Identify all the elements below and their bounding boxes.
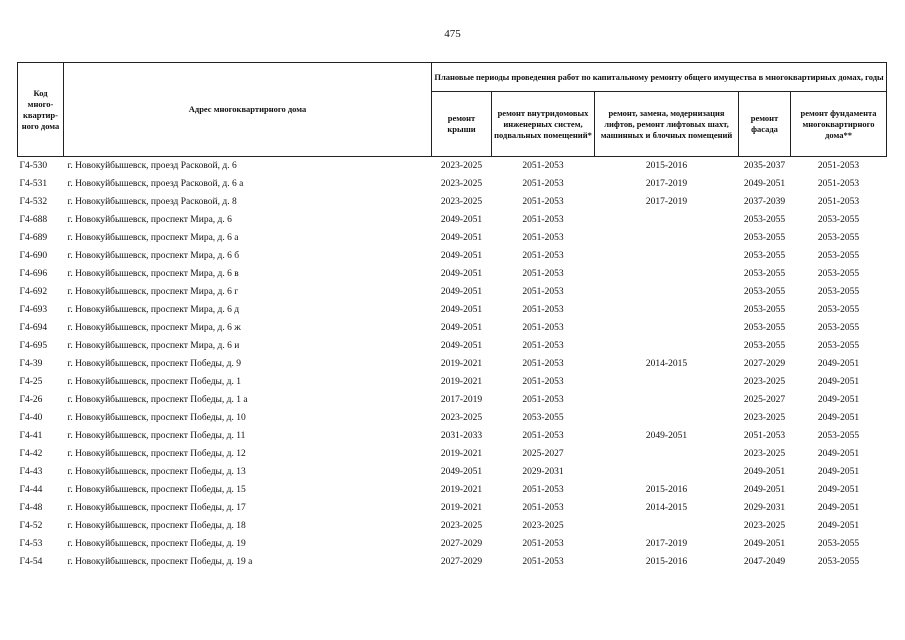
lifts-period: 2017-2019 (645, 179, 688, 189)
roof-period: 2023-2025 (440, 179, 483, 189)
header-lifts: ремонт, замена, модернизация лифтов, ремонт лифтовых шахт, машинных и блочных помещений (595, 92, 739, 157)
foundation-period: 2049-2051 (817, 467, 860, 477)
facade-period: 2027-2029 (743, 359, 786, 369)
house-code: Г4-695 (19, 341, 48, 351)
lifts-period: 2049-2051 (645, 431, 688, 441)
lifts-period (595, 445, 739, 463)
house-address: г. Новокуйбышевск, проспект Победы, д. 11 (67, 431, 246, 441)
table-row (18, 355, 887, 373)
house-address: г. Новокуйбышевск, проезд Расковой, д. 6 а (67, 179, 244, 189)
lifts-period (595, 517, 739, 535)
foundation-period: 2053-2055 (817, 269, 860, 279)
house-code: Г4-690 (19, 251, 48, 261)
roof-period: 2023-2025 (440, 197, 483, 207)
table-row (18, 481, 887, 499)
table-row (18, 391, 887, 409)
house-code: Г4-41 (19, 431, 43, 441)
lifts-period (595, 319, 739, 337)
systems-period: 2051-2053 (522, 485, 564, 495)
lifts-period (595, 247, 739, 265)
table-row (18, 283, 887, 301)
lifts-period: 2015-2016 (645, 557, 688, 567)
facade-period: 2047-2049 (743, 557, 786, 567)
lifts-period: 2017-2019 (645, 197, 688, 207)
lifts-period (595, 337, 739, 355)
lifts-period (595, 391, 739, 409)
house-address: г. Новокуйбышевск, проспект Победы, д. 19 а (67, 557, 253, 567)
facade-period: 2023-2025 (743, 377, 786, 387)
lifts-period (595, 211, 739, 229)
table-body (18, 157, 887, 572)
foundation-period: 2053-2055 (817, 539, 860, 549)
foundation-period: 2049-2051 (817, 449, 860, 459)
table-row (18, 247, 887, 265)
table-row (18, 211, 887, 229)
house-code: Г4-40 (19, 413, 43, 423)
table-row (18, 517, 887, 535)
house-address: г. Новокуйбышевск, проспект Победы, д. 15 (67, 485, 246, 495)
house-code: Г4-532 (19, 197, 48, 207)
foundation-period: 2053-2055 (817, 305, 860, 315)
facade-period: 2053-2055 (743, 341, 786, 351)
house-address: г. Новокуйбышевск, проспект Мира, д. 6 д (67, 305, 240, 315)
header-planned-periods: Плановые периоды проведения работ по капитальному ремонту общего имущества в многоквартирных домах, годы (432, 63, 887, 92)
systems-period: 2051-2053 (522, 287, 564, 297)
foundation-period: 2049-2051 (817, 503, 860, 513)
systems-period: 2051-2053 (522, 377, 564, 387)
facade-period: 2053-2055 (743, 287, 786, 297)
house-code: Г4-693 (19, 305, 48, 315)
house-code: Г4-530 (19, 161, 48, 171)
house-address: г. Новокуйбышевск, проспект Победы, д. 13 (67, 467, 246, 477)
foundation-period: 2049-2051 (817, 359, 860, 369)
facade-period: 2023-2025 (743, 521, 786, 531)
header-systems: ремонт внутридомовых инженерных систем, подвальных помещений* (492, 92, 595, 157)
lifts-period: 2015-2016 (645, 485, 688, 495)
house-address: г. Новокуйбышевск, проспект Мира, д. 6 в (67, 269, 239, 279)
foundation-period: 2051-2053 (817, 161, 860, 171)
facade-period: 2053-2055 (743, 323, 786, 333)
roof-period: 2019-2021 (440, 503, 483, 513)
roof-period: 2049-2051 (440, 233, 483, 243)
roof-period: 2019-2021 (440, 377, 483, 387)
house-address: г. Новокуйбышевск, проспект Победы, д. 1 а (67, 395, 248, 405)
lifts-period (595, 283, 739, 301)
systems-period: 2051-2053 (522, 341, 564, 351)
house-address: г. Новокуйбышевск, проспект Мира, д. 6 г (67, 287, 239, 297)
table-row (18, 373, 887, 391)
roof-period: 2049-2051 (440, 323, 483, 333)
foundation-period: 2051-2053 (817, 197, 860, 207)
house-code: Г4-43 (19, 467, 43, 477)
facade-period: 2049-2051 (743, 179, 786, 189)
systems-period: 2051-2053 (522, 395, 564, 405)
foundation-period: 2049-2051 (817, 395, 860, 405)
house-code: Г4-39 (19, 359, 43, 369)
header-roof: ремонт крыши (432, 92, 492, 157)
house-address: г. Новокуйбышевск, проспект Победы, д. 10 (67, 413, 246, 423)
roof-period: 2049-2051 (440, 251, 483, 261)
systems-period: 2051-2053 (522, 251, 564, 261)
house-code: Г4-696 (19, 269, 48, 279)
foundation-period: 2053-2055 (817, 251, 860, 261)
facade-period: 2053-2055 (743, 305, 786, 315)
table-row (18, 157, 887, 176)
roof-period: 2027-2029 (440, 557, 483, 567)
systems-period: 2051-2053 (522, 197, 564, 207)
roof-period: 2019-2021 (440, 359, 483, 369)
header-address: Адрес многоквартирного дома (64, 63, 432, 157)
house-code: Г4-26 (19, 395, 43, 405)
lifts-period (595, 463, 739, 481)
table-row (18, 337, 887, 355)
facade-period: 2053-2055 (743, 251, 786, 261)
lifts-period: 2015-2016 (645, 161, 688, 171)
facade-period: 2037-2039 (743, 197, 786, 207)
house-code: Г4-531 (19, 179, 48, 189)
facade-period: 2049-2051 (743, 467, 786, 477)
systems-period: 2029-2031 (522, 467, 564, 477)
lifts-period: 2014-2015 (645, 359, 688, 369)
table-row (18, 427, 887, 445)
lifts-period (595, 229, 739, 247)
table-row (18, 499, 887, 517)
foundation-period: 2051-2053 (817, 179, 860, 189)
foundation-period: 2049-2051 (817, 377, 860, 387)
systems-period: 2051-2053 (522, 431, 564, 441)
house-address: г. Новокуйбышевск, проезд Расковой, д. 6 (67, 161, 237, 171)
house-address: г. Новокуйбышевск, проспект Мира, д. 6 а (67, 233, 239, 243)
table-row (18, 175, 887, 193)
foundation-period: 2053-2055 (817, 287, 860, 297)
lifts-period: 2017-2019 (645, 539, 688, 549)
foundation-period: 2053-2055 (817, 233, 860, 243)
facade-period: 2035-2037 (743, 161, 786, 171)
table-row (18, 193, 887, 211)
lifts-period (595, 265, 739, 283)
lifts-period (595, 373, 739, 391)
house-address: г. Новокуйбышевск, проспект Победы, д. 1 (67, 377, 241, 387)
facade-period: 2029-2031 (743, 503, 786, 513)
foundation-period: 2049-2051 (817, 485, 860, 495)
house-code: Г4-689 (19, 233, 48, 243)
facade-period: 2049-2051 (743, 485, 786, 495)
house-code: Г4-44 (19, 485, 43, 495)
systems-period: 2051-2053 (522, 323, 564, 333)
systems-period: 2051-2053 (522, 305, 564, 315)
roof-period: 2027-2029 (440, 539, 483, 549)
house-code: Г4-25 (19, 377, 43, 387)
roof-period: 2023-2025 (440, 521, 483, 531)
roof-period: 2019-2021 (440, 449, 483, 459)
roof-period: 2049-2051 (440, 269, 483, 279)
house-code: Г4-694 (19, 323, 48, 333)
systems-period: 2051-2053 (522, 215, 564, 225)
roof-period: 2049-2051 (440, 305, 483, 315)
foundation-period: 2053-2055 (817, 215, 860, 225)
house-address: г. Новокуйбышевск, проспект Мира, д. 6 б (67, 251, 240, 261)
table-row (18, 553, 887, 571)
systems-period: 2051-2053 (522, 179, 564, 189)
table-header (18, 63, 887, 157)
house-address: г. Новокуйбышевск, проспект Победы, д. 17 (67, 503, 246, 513)
house-address: г. Новокуйбышевск, проспект Мира, д. 6 и (67, 341, 240, 351)
house-address: г. Новокуйбышевск, проспект Победы, д. 18 (67, 521, 246, 531)
systems-period: 2051-2053 (522, 359, 564, 369)
facade-period: 2051-2053 (743, 431, 786, 441)
house-code: Г4-48 (19, 503, 43, 513)
systems-period: 2051-2053 (522, 233, 564, 243)
table-row (18, 409, 887, 427)
facade-period: 2053-2055 (743, 215, 786, 225)
house-address: г. Новокуйбышевск, проспект Мира, д. 6 (67, 215, 232, 225)
table-row (18, 301, 887, 319)
table-row (18, 463, 887, 481)
page-number: 475 (444, 28, 461, 40)
facade-period: 2053-2055 (743, 269, 786, 279)
roof-period: 2049-2051 (440, 215, 483, 225)
table-row (18, 445, 887, 463)
roof-period: 2049-2051 (440, 287, 483, 297)
table-row (18, 229, 887, 247)
facade-period: 2023-2025 (743, 413, 786, 423)
house-address: г. Новокуйбышевск, проспект Победы, д. 9 (67, 359, 241, 369)
header-code: Код много-квартир-ного дома (18, 63, 64, 157)
facade-period: 2049-2051 (743, 539, 786, 549)
foundation-period: 2053-2055 (817, 557, 860, 567)
house-code: Г4-53 (19, 539, 43, 549)
foundation-period: 2049-2051 (817, 413, 860, 423)
house-code: Г4-42 (19, 449, 43, 459)
roof-period: 2031-2033 (440, 431, 483, 441)
facade-period: 2023-2025 (743, 449, 786, 459)
lifts-period: 2014-2015 (645, 503, 688, 513)
roof-period: 2019-2021 (440, 485, 483, 495)
systems-period: 2025-2027 (522, 449, 564, 459)
house-address: г. Новокуйбышевск, проезд Расковой, д. 8 (67, 197, 237, 207)
roof-period: 2049-2051 (440, 467, 483, 477)
house-address: г. Новокуйбышевск, проспект Победы, д. 12 (67, 449, 246, 459)
lifts-period (595, 409, 739, 427)
systems-period: 2053-2055 (522, 413, 564, 423)
table-row (18, 265, 887, 283)
roof-period: 2023-2025 (440, 413, 483, 423)
house-address: г. Новокуйбышевск, проспект Победы, д. 19 (67, 539, 246, 549)
foundation-period: 2049-2051 (817, 521, 860, 531)
roof-period: 2049-2051 (440, 341, 483, 351)
systems-period: 2051-2053 (522, 503, 564, 513)
facade-period: 2053-2055 (743, 233, 786, 243)
house-code: Г4-692 (19, 287, 48, 297)
facade-period: 2025-2027 (743, 395, 786, 405)
repair-schedule-table (17, 62, 887, 571)
roof-period: 2023-2025 (440, 161, 483, 171)
systems-period: 2051-2053 (522, 539, 564, 549)
systems-period: 2051-2053 (522, 557, 564, 567)
foundation-period: 2053-2055 (817, 323, 860, 333)
lifts-period (595, 301, 739, 319)
foundation-period: 2053-2055 (817, 431, 860, 441)
house-code: Г4-52 (19, 521, 43, 531)
table-row (18, 535, 887, 553)
house-code: Г4-688 (19, 215, 48, 225)
house-code: Г4-54 (19, 557, 43, 567)
house-address: г. Новокуйбышевск, проспект Мира, д. 6 ж (67, 323, 241, 333)
systems-period: 2023-2025 (522, 521, 564, 531)
foundation-period: 2053-2055 (817, 341, 860, 351)
header-facade: ремонт фасада (739, 92, 791, 157)
systems-period: 2051-2053 (522, 161, 564, 171)
header-foundation: ремонт фундамента многоквартирного дома** (791, 92, 887, 157)
roof-period: 2017-2019 (440, 395, 483, 405)
systems-period: 2051-2053 (522, 269, 564, 279)
table-row (18, 319, 887, 337)
